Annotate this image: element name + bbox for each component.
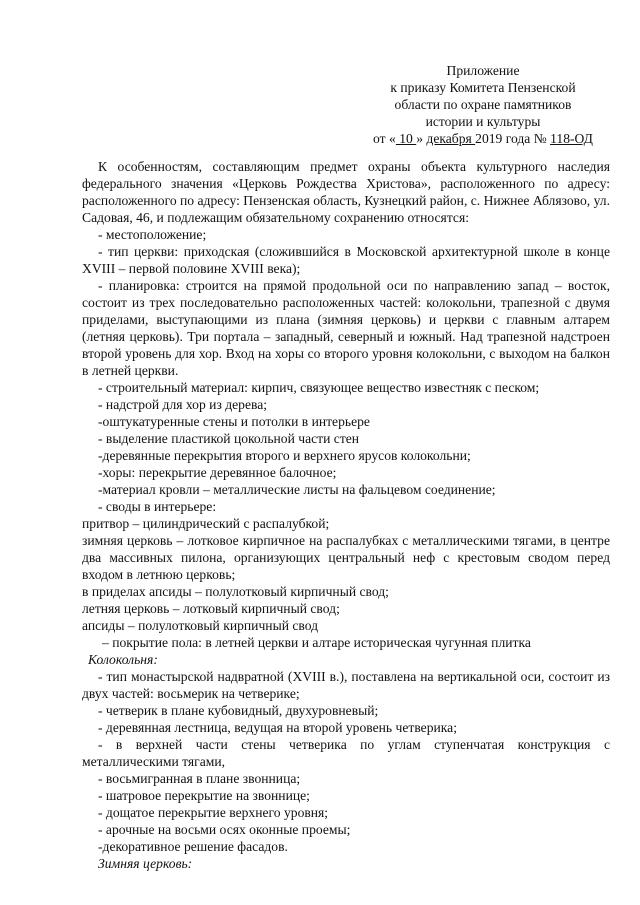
list-item: - тип церкви: приходская (сложившийся в Московской архитектурной школе в конце XVIII – первой половине XVIII века); [82,244,610,276]
vault-item: летняя церковь – лотковый кирпичный свод; [82,601,340,616]
appendix-order-line: к приказу Комитета Пензенской [390,80,576,95]
vault-item: зимняя церковь – лотковое кирпичное на распалубках с металлическими тягами, в центре два массивных пилона, организующих центральный неф с крестовым сводом перед входом в летнюю церковь; [82,533,610,582]
date-prefix: от « [373,131,396,146]
list-item: - своды в интерьере: [98,499,217,514]
list-item: - выделение пластикой цокольной части стен [98,431,360,446]
bell-tower-item: - четверик в плане кубовидный, двухуровневый; [98,703,379,718]
document-body [82,158,610,872]
bell-tower-item: - в верхней части стены четверика по углам ступенчатая конструкция с металлическими тягами, [82,737,610,769]
appendix-title: Приложение [446,63,520,78]
appendix-date-line [352,130,614,147]
vault-item: притвор – цилиндрический с распалубкой; [82,516,330,531]
floor-item: – покрытие пола: в летней церкви и алтаре историческая чугунная плитка [102,635,531,650]
list-item: -хоры: перекрытие деревянное балочное; [98,465,337,480]
appendix-committee-line: области по охране памятников [394,97,572,112]
bell-tower-item: - деревянная лестница, ведущая на второй уровень четверика; [98,720,457,735]
intro-paragraph: К особенностям, составляющим предмет охраны объекта культурного наследия федерального значения «Церковь Рождества Христова», расположенного по адресу: расположенного по адресу: Пензенская область, Кузнецкий район, с. Нижнее Аблязово, ул. Садовая, 46, и подлежащим обязательному сохранению относятся: [82,159,610,225]
list-item: - планировка: строится на прямой продольной оси по направлению запад – восток, состоит из трех последовательно расположенных частей: колокольни, трапезной с двумя приделами, выступающими из плана (зимняя церковь) и церкви с главным алтарем (летняя церковь). Три портала – западный, северный и южный. Над трапезной надстроен второй уровень для хор. Вход на хоры со второго уровня колокольни, с выходом на балкон в летней церкви. [82,278,610,378]
bell-tower-item: - шатровое перекрытие на звоннице; [98,788,310,803]
bell-tower-item: - дощатое перекрытие верхнего уровня; [98,805,329,820]
appendix-history-line: истории и культуры [425,114,541,129]
bell-tower-item: -декоративное решение фасадов. [98,839,288,854]
date-mid: » [416,131,427,146]
bell-tower-item: - восьмигранная в плане звонница; [98,771,301,786]
vault-item: апсиды – полулотковый кирпичный свод [82,618,319,633]
order-number: 118-ОД [550,131,593,146]
vault-item: в приделах апсиды – полулотковый кирпичный свод; [82,584,389,599]
date-day: 10 [395,131,417,146]
list-item: - строительный материал: кирпич, связующее вещество известняк с песком; [98,380,540,395]
bell-tower-item: - арочные на восьми осях оконные проемы; [98,822,351,837]
bell-tower-item: - тип монастырской надвратной (XVIII в.), поставлена на вертикальной оси, состоит из двух частей: восьмерик на четверике; [82,669,610,701]
list-item: - местоположение; [98,227,207,242]
list-item: -материал кровли – металлические листы на фальцевом соединение; [98,482,496,497]
bell-tower-heading: Колокольня: [88,652,158,667]
date-year: 2019 года № [475,131,551,146]
winter-church-heading: Зимняя церковь: [98,856,193,871]
list-item: - надстрой для хор из дерева; [98,397,268,412]
list-item: -оштукатуренные стены и потолки в интерьере [98,414,370,429]
appendix-header [352,62,614,147]
date-month: декабря [426,131,476,146]
list-item: -деревянные перекрытия второго и верхнего ярусов колокольни; [98,448,471,463]
